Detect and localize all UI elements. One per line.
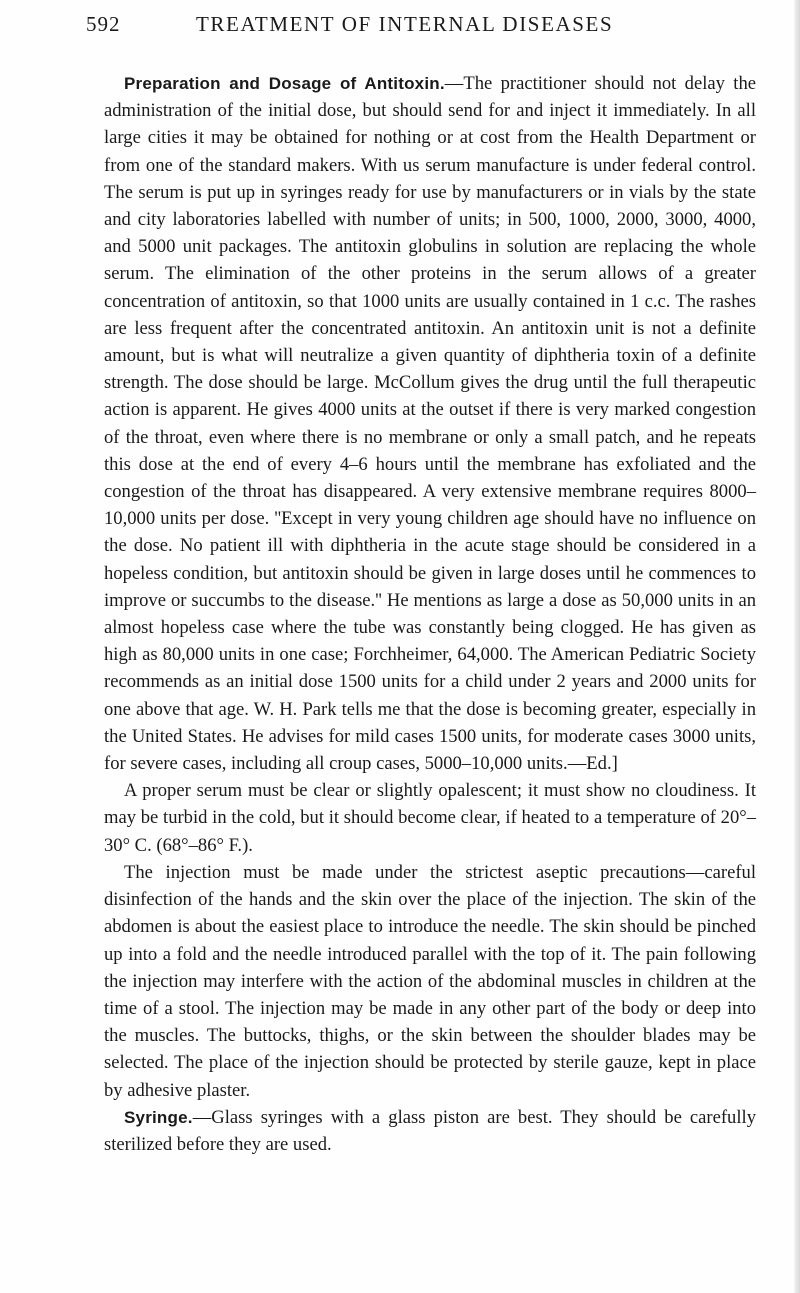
running-title: TREATMENT OF INTERNAL DISEASES (196, 12, 614, 36)
section-heading-antitoxin: Preparation and Dosage of Antitoxin. (124, 74, 445, 93)
paragraph-antitoxin-dosage (104, 70, 756, 777)
paragraph-text: —The practitioner should not delay the administration of the initial dose, but should send for and inject it immediately. In all large cities it may be obtained for nothing or at cost from the Health Department or from one of the standard makers. With us serum manufacture is under federal control. The serum is put up in syringes ready for use by manufacturers or in vials by the state and city laboratories labelled with number of units; in 500, 1000, 2000, 3000, 4000, and 5000 unit packages. The antitoxin globulins in solution are replacing the whole serum. The elimination of the other proteins in the serum allows of a greater concentration of antitoxin, so that 1000 units are usually contained in 1 c.c. The rashes are less frequent after the concentrated antitoxin. An antitoxin unit is not a definite amount, but is what will neutralize a given quantity of diphtheria toxin of a definite strength. The dose should be large. McCollum gives the drug until the full therapeutic action is apparent. He gives 4000 units at the outset if there is very marked congestion of the throat, even where there is no membrane or only a small patch, and he repeats this dose at the end of every 4–6 hours until the membrane has exfoliated and the congestion of the throat has disappeared. A very extensive membrane requires 8000–10,000 units per dose. ''Except in very young children age should have no influence on the dose. No patient ill with diphtheria in the acute stage should be considered in a hopeless condition, but antitoxin should be given in large doses until he commences to improve or succumbs to the disease.'' He mentions as large a dose as 50,000 units in an almost hopeless case where the tube was constantly being clogged. He has given as high as 80,000 units in one case; Forchheimer, 64,000. The American Pediatric Society recommends as an initial dose 1500 units for a child under 2 years and 2000 units for one above that age. W. H. Park tells me that the dose is becoming greater, especially in the United States. He advises for mild cases 1500 units, for moderate cases 3000 units, for severe cases, including all croup cases, 5000–10,000 units.—Ed.] (104, 73, 756, 775)
body-text (104, 70, 756, 1158)
paragraph-syringe (104, 1104, 756, 1158)
paragraph-text: —Glass syringes with a glass piston are best. They should be carefully sterilized before they are used. (104, 1106, 756, 1155)
paragraph-injection (104, 859, 756, 1104)
paragraph-serum-clarity (104, 777, 756, 859)
running-head (86, 12, 746, 42)
paragraph-text: The injection must be made under the strictest aseptic precautions—careful disinfection of the hands and the skin over the place of the injection. The skin of the abdomen is about the easiest place to introduce the needle. The skin should be pinched up into a fold and the needle introduced parallel with the top of it. The pain following the injection may interfere with the action of the abdominal muscles in children at the time of a stool. The injection may be made in any other part of the body or deep into the muscles. The buttocks, thighs, or the skin between the shoulder blades may be selected. The place of the injection should be protected by sterile gauze, kept in place by adhesive plaster. (104, 861, 756, 1101)
section-heading-syringe: Syringe. (124, 1107, 193, 1127)
page-number: 592 (86, 12, 121, 36)
page-edge-shadow (794, 0, 800, 1293)
paragraph-text: A proper serum must be clear or slightly opalescent; it must show no cloudiness. It may be turbid in the cold, but it should become clear, if heated to a temperature of 20°–30° C. (68°–86° F.). (104, 780, 756, 856)
